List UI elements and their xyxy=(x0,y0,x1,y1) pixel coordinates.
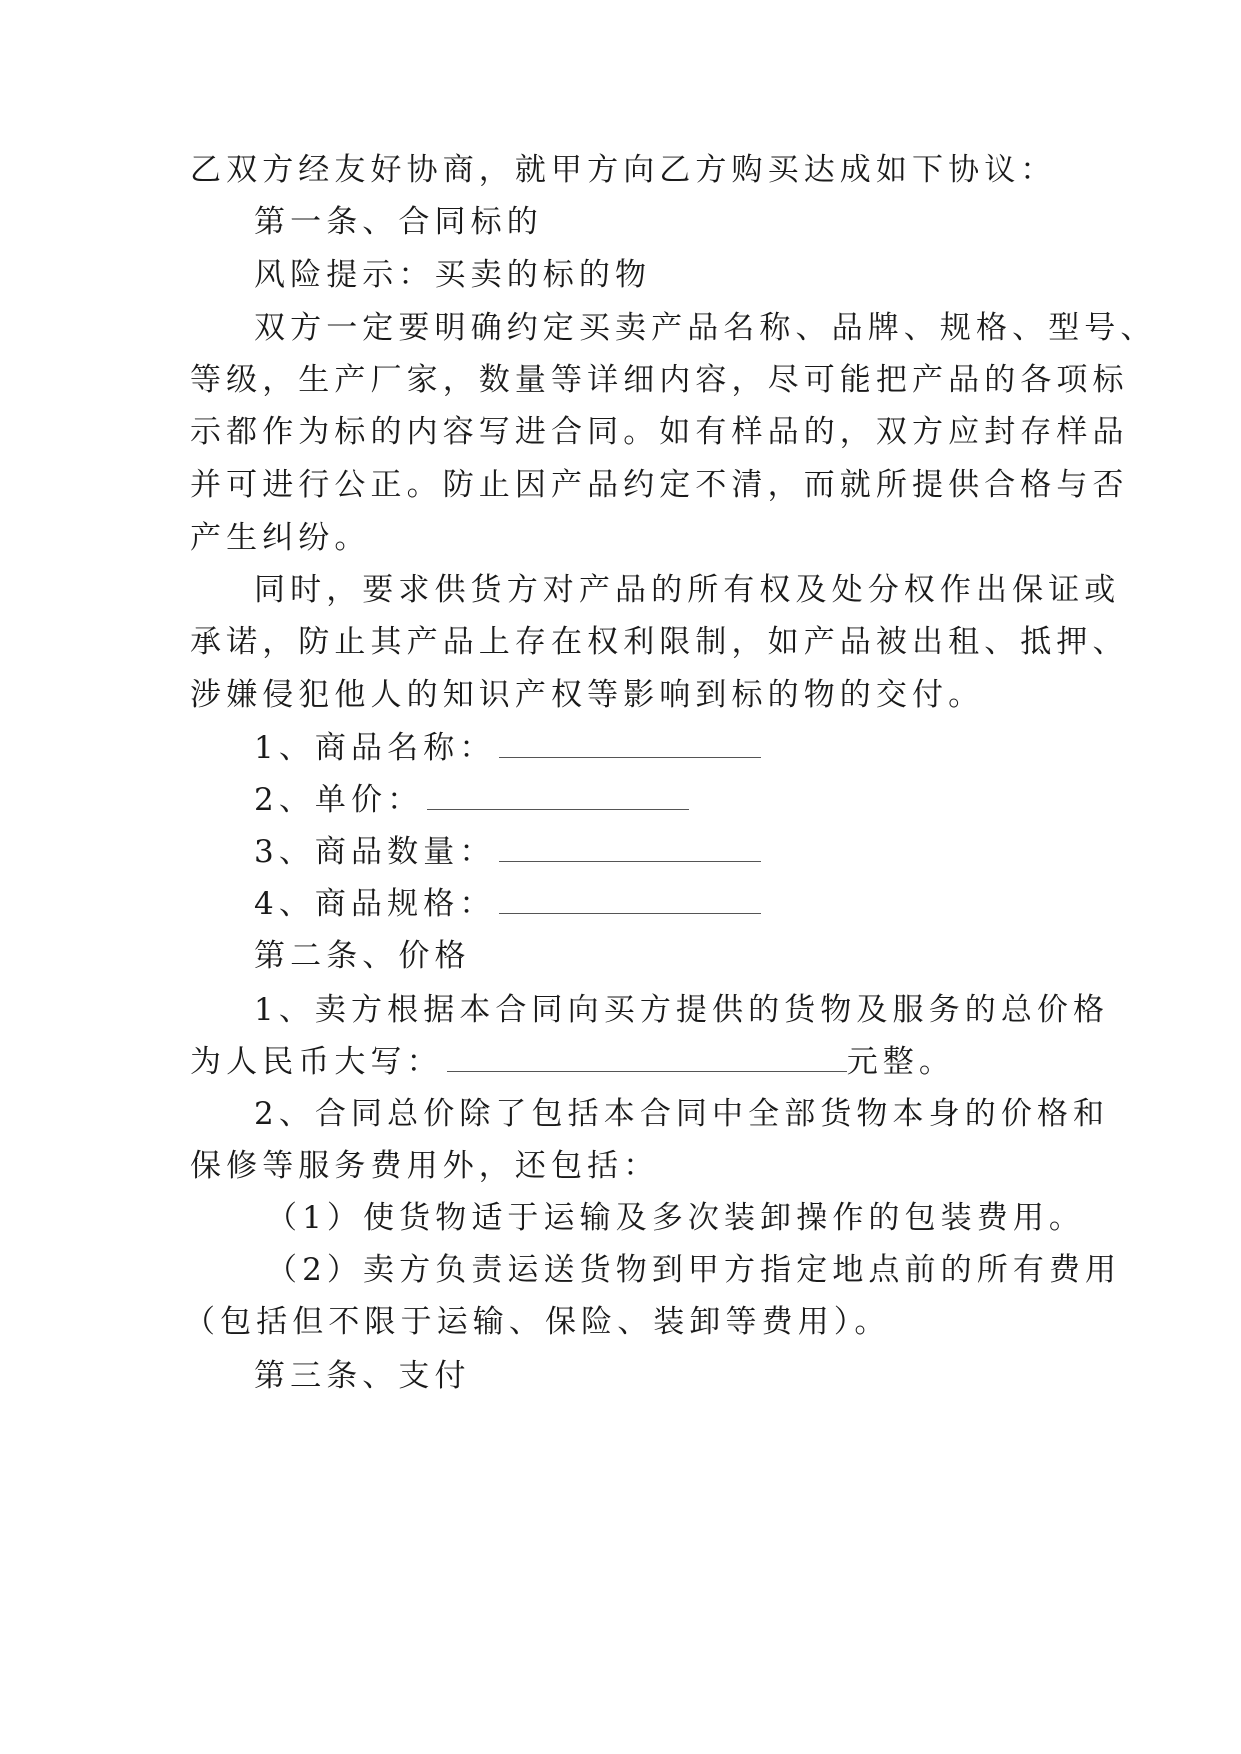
field-label: 1、商品名称： xyxy=(254,730,496,766)
field-product-name xyxy=(254,728,761,768)
field-label: 2、单价： xyxy=(254,782,424,818)
risk-paragraph-1-line-3: 示都作为标的内容写进合同。如有样品的，双方应封存样品 xyxy=(190,414,1129,450)
risk-paragraph-1-line-1: 双方一定要明确约定买卖产品名称、品牌、规格、型号、 xyxy=(254,310,1157,346)
field-spec xyxy=(254,884,761,924)
article-1-title: 第一条、合同标的 xyxy=(254,204,543,240)
article-2-title: 第二条、价格 xyxy=(254,938,471,974)
field-quantity xyxy=(254,832,761,872)
inclusion-line-2: 保修等服务费用外，还包括： xyxy=(190,1148,660,1184)
inclusion-item-1: （1）使货物适于运输及多次装卸操作的包装费用。 xyxy=(266,1200,1086,1236)
risk-paragraph-1-line-4: 并可进行公正。防止因产品约定不清，而就所提供合格与否 xyxy=(190,467,1129,503)
inclusion-item-2-line-2: （包括但不限于运输、保险、装卸等费用）。 xyxy=(184,1304,891,1340)
price-line-2 xyxy=(190,1042,955,1082)
risk-paragraph-2-line-3: 涉嫌侵犯他人的知识产权等影响到标的物的交付。 xyxy=(190,677,985,713)
price-suffix: 元整。 xyxy=(846,1044,956,1080)
quantity-blank[interactable] xyxy=(499,835,761,862)
spec-blank[interactable] xyxy=(499,887,761,914)
price-prefix: 为人民币大写： xyxy=(190,1044,443,1080)
intro-line: 乙双方经友好协商，就甲方向乙方购买达成如下协议： xyxy=(190,152,1057,188)
product-name-blank[interactable] xyxy=(499,731,761,758)
price-line-1: 1、卖方根据本合同向买方提供的货物及服务的总价格 xyxy=(254,992,1110,1028)
risk-paragraph-2-line-2: 承诺，防止其产品上存在权利限制，如产品被出租、抵押、 xyxy=(190,624,1129,660)
risk-paragraph-2-line-1: 同时，要求供货方对产品的所有权及处分权作出保证或 xyxy=(254,572,1121,608)
article-3-title: 第三条、支付 xyxy=(254,1358,471,1394)
inclusion-line-1: 2、合同总价除了包括本合同中全部货物本身的价格和 xyxy=(254,1096,1110,1132)
field-unit-price xyxy=(254,780,689,820)
risk-paragraph-1-line-2: 等级，生产厂家，数量等详细内容，尽可能把产品的各项标 xyxy=(190,362,1129,398)
total-price-blank[interactable] xyxy=(447,1045,847,1072)
unit-price-blank[interactable] xyxy=(427,783,689,810)
field-label: 3、商品数量： xyxy=(254,834,496,870)
field-label: 4、商品规格： xyxy=(254,886,496,922)
risk-notice-heading: 风险提示：买卖的标的物 xyxy=(254,257,652,293)
risk-paragraph-1-line-5: 产生纠纷。 xyxy=(190,520,371,556)
inclusion-item-2-line-1: （2）卖方负责运送货物到甲方指定地点前的所有费用 xyxy=(266,1252,1122,1288)
